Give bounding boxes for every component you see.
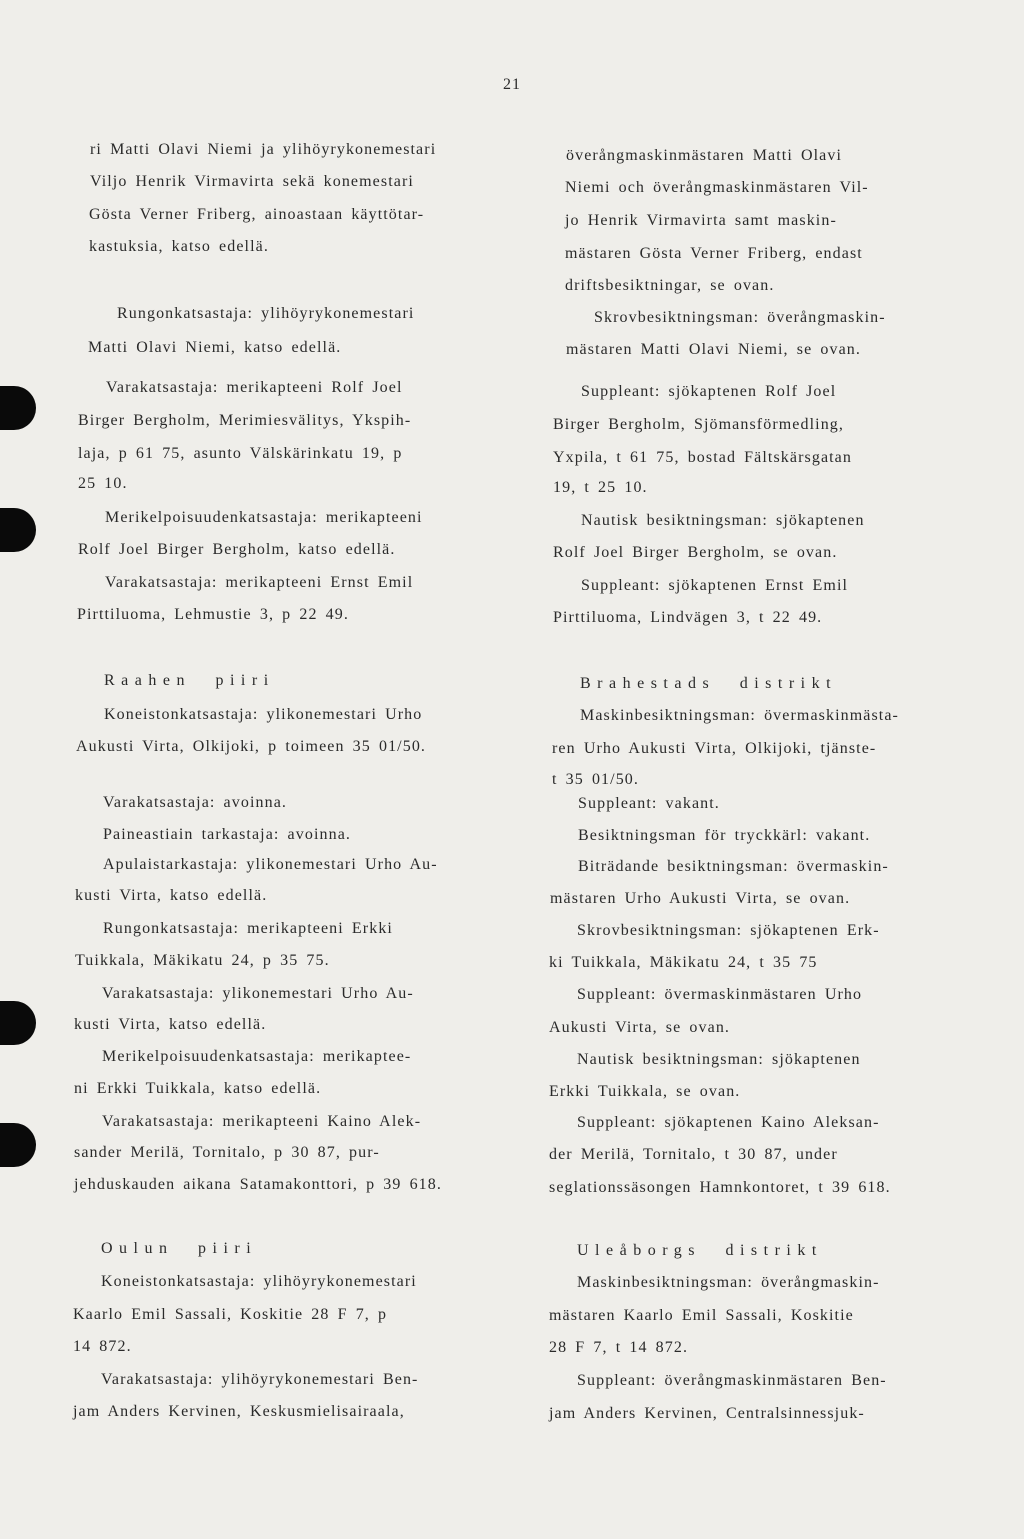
text-line: mästaren Gösta Verner Friberg, endast (565, 245, 863, 262)
text-line: Birger Bergholm, Merimiesvälitys, Ykspih- (78, 412, 412, 429)
text-line: Merikelpoisuudenkatsastaja: merikaptee- (102, 1048, 412, 1065)
text-line: Nautisk besiktningsman: sjökaptenen (581, 512, 865, 529)
text-line: Suppleant: överångmaskinmästaren Ben- (577, 1372, 887, 1389)
text-line: Aukusti Virta, Olkijoki, p toimeen 35 01/50. (76, 738, 427, 755)
text-line: Erkki Tuikkala, se ovan. (549, 1083, 741, 1100)
text-line: Rungonkatsastaja: ylihöyrykonemestari (117, 305, 415, 322)
text-line: mästaren Matti Olavi Niemi, se ovan. (566, 341, 861, 358)
text-line: Nautisk besiktningsman: sjökaptenen (577, 1051, 861, 1068)
text-line: Rolf Joel Birger Bergholm, katso edellä. (78, 541, 396, 558)
text-line: Birger Bergholm, Sjömansförmedling, (553, 416, 844, 433)
text-line: Paineastiain tarkastaja: avoinna. (103, 826, 352, 843)
text-line: Yxpila, t 61 75, bostad Fältskärsgatan (553, 449, 852, 466)
text-line: kusti Virta, katso edellä. (74, 1016, 267, 1033)
text-line: 19, t 25 10. (553, 479, 648, 496)
text-line: Skrovbesiktningsman: överångmaskin- (594, 309, 886, 326)
section-heading: Oulun piiri (101, 1240, 258, 1257)
text-line: Suppleant: övermaskinmästaren Urho (577, 986, 863, 1003)
text-line: mästaren Kaarlo Emil Sassali, Koskitie (549, 1307, 854, 1324)
text-line: Maskinbesiktningsman: övermaskinmästa- (580, 707, 899, 724)
text-line: Varakatsastaja: merikapteeni Rolf Joel (106, 379, 403, 396)
text-line: Tuikkala, Mäkikatu 24, p 35 75. (75, 952, 330, 969)
section-heading: Brahestads distrikt (580, 675, 838, 692)
text-line: Koneistonkatsastaja: ylikonemestari Urho (104, 706, 423, 723)
page-number: 21 (503, 76, 521, 93)
text-line: mästaren Urho Aukusti Virta, se ovan. (550, 890, 851, 907)
text-line: Varakatsastaja: merikapteeni Kaino Alek- (102, 1113, 422, 1130)
text-line: Niemi och överångmaskinmästaren Vil- (565, 179, 869, 196)
text-line: ni Erkki Tuikkala, katso edellä. (74, 1080, 322, 1097)
text-line: jam Anders Kervinen, Keskusmielisairaala, (73, 1403, 405, 1420)
text-line: laja, p 61 75, asunto Välskärinkatu 19, p (78, 445, 403, 462)
text-line: Apulaistarkastaja: ylikonemestari Urho Au- (103, 856, 438, 873)
text-line: Matti Olavi Niemi, katso edellä. (88, 339, 342, 356)
text-line: Skrovbesiktningsman: sjökaptenen Erk- (577, 922, 880, 939)
text-line: kastuksia, katso edellä. (89, 238, 269, 255)
section-heading: Raahen piiri (104, 672, 275, 689)
text-line: Suppleant: sjökaptenen Kaino Aleksan- (577, 1114, 880, 1131)
text-line: Pirttiluoma, Lehmustie 3, p 22 49. (77, 606, 349, 623)
binder-hole (0, 1123, 36, 1167)
text-line: seglationssäsongen Hamnkontoret, t 39 618. (549, 1179, 891, 1196)
text-line: sander Merilä, Tornitalo, p 30 87, pur- (74, 1144, 380, 1161)
text-line: driftsbesiktningar, se ovan. (565, 277, 775, 294)
text-line: Rolf Joel Birger Bergholm, se ovan. (553, 544, 838, 561)
text-line: jo Henrik Virmavirta samt maskin- (565, 212, 837, 229)
text-line: ki Tuikkala, Mäkikatu 24, t 35 75 (549, 954, 818, 971)
text-line: 28 F 7, t 14 872. (549, 1339, 689, 1356)
text-line: Aukusti Virta, se ovan. (549, 1019, 731, 1036)
text-line: jehduskauden aikana Satamakonttori, p 39 618. (74, 1176, 442, 1193)
text-line: Varakatsastaja: avoinna. (103, 794, 288, 811)
text-line: Suppleant: sjökaptenen Rolf Joel (581, 383, 837, 400)
text-line: Besiktningsman för tryckkärl: vakant. (578, 827, 871, 844)
text-line: 14 872. (73, 1338, 132, 1355)
text-line: Biträdande besiktningsman: övermaskin- (578, 858, 889, 875)
text-line: ri Matti Olavi Niemi ja ylihöyrykonemestari (90, 141, 437, 158)
binder-hole (0, 508, 36, 552)
text-line: Maskinbesiktningsman: överångmaskin- (577, 1274, 880, 1291)
text-line: 25 10. (78, 475, 128, 492)
text-line: Suppleant: vakant. (578, 795, 720, 812)
section-heading: Uleåborgs distrikt (577, 1242, 823, 1259)
text-line: Gösta Verner Friberg, ainoastaan käyttötar- (89, 206, 425, 223)
text-line: Varakatsastaja: ylihöyrykonemestari Ben- (101, 1371, 419, 1388)
text-line: jam Anders Kervinen, Centralsinnessjuk- (549, 1405, 865, 1422)
text-line: ren Urho Aukusti Virta, Olkijoki, tjänste- (552, 740, 877, 757)
text-line: t 35 01/50. (552, 771, 639, 788)
text-line: Varakatsastaja: merikapteeni Ernst Emil (105, 574, 414, 591)
text-line: Rungonkatsastaja: merikapteeni Erkki (103, 920, 393, 937)
binder-hole (0, 386, 36, 430)
text-line: Koneistonkatsastaja: ylihöyrykonemestari (101, 1273, 417, 1290)
binder-hole (0, 1001, 36, 1045)
text-line: överångmaskinmästaren Matti Olavi (566, 147, 843, 164)
text-line: kusti Virta, katso edellä. (75, 887, 268, 904)
text-line: Suppleant: sjökaptenen Ernst Emil (581, 577, 849, 594)
text-line: Varakatsastaja: ylikonemestari Urho Au- (102, 985, 414, 1002)
text-line: der Merilä, Tornitalo, t 30 87, under (549, 1146, 838, 1163)
text-line: Viljo Henrik Virmavirta sekä konemestari (90, 173, 414, 190)
text-line: Merikelpoisuudenkatsastaja: merikapteeni (105, 509, 423, 526)
text-line: Kaarlo Emil Sassali, Koskitie 28 F 7, p (73, 1306, 388, 1323)
text-line: Pirttiluoma, Lindvägen 3, t 22 49. (553, 609, 823, 626)
